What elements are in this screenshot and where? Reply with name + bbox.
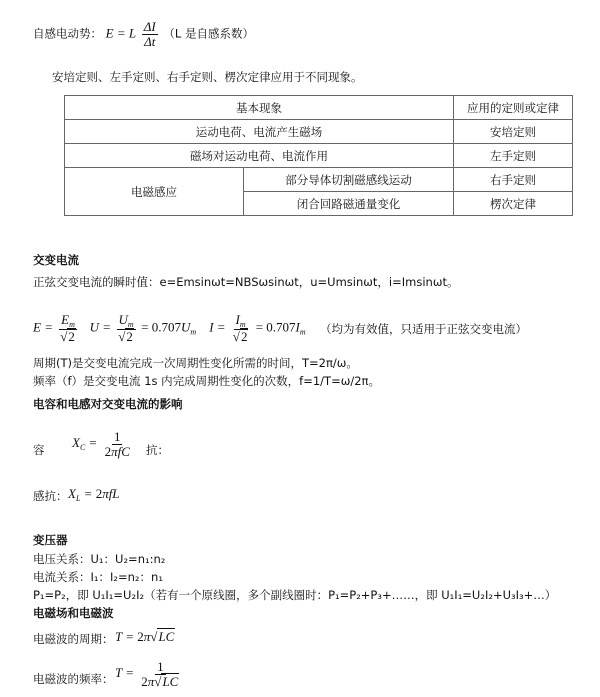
self-induction-label: 自感电动势： [33,26,102,41]
transformer-power: P₁=P₂，即 U₁I₁=U₂I₂（若有一个原线圈，多个副线圈时：P₁=P₂+P₃+……，即 U₁I₁=U₂I₂+U₃I₃+…） [33,588,557,602]
table-cell-phenomenon: 运动电荷、电流产生磁场 [65,120,454,144]
ac-frequency: 频率（f）是交变电流 1s 内完成周期性变化的次数，f=1/T=ω/2π。 [33,374,380,388]
self-induction-formula: E = L [105,25,137,41]
table-intro: 安培定则、左手定则、右手定则、楞次定律应用于不同现象。 [52,70,363,84]
em-wave-heading: 电磁场和电磁波 [33,606,114,620]
table-cell-rule: 右手定则 [453,168,572,192]
inductive-reactance-formula: $X_L = 2\pi fL$ [68,486,120,503]
em-wave-frequency-formula: T = $\frac{1}{2\pi√LC}$ [115,659,179,689]
table-row [65,168,573,192]
self-induction-fraction [142,20,158,48]
em-wave-period-formula: T = 2π√LC [115,629,175,644]
self-induction-note: （L 是自感系数） [163,26,254,41]
capacitive-reactance-formula: $X_C$ = $\frac{1}{\text{2πfC}}$ [72,429,130,459]
effective-values-note: （均为有效值，只适用于正弦交变电流） [320,322,527,336]
table-cell-phenomenon: 部分导体切割磁感线运动 [244,168,454,192]
fraction-denominator: Δt [144,33,156,49]
table-header-row [65,96,573,120]
table-cell-rule: 安培定则 [453,120,572,144]
table-cell-rule: 楞次定律 [453,192,572,216]
table-row [65,120,573,144]
capacitive-label-a: 容 [33,443,45,457]
ac-instant: 正弦交变电流的瞬时值：e=Emsinωt=NBSωsinωt，u=Umsinωt，i=Imsinωt。 [33,275,459,289]
ac-heading: 交变电流 [33,253,79,267]
inductive-label: 感抗： [33,489,68,503]
transformer-heading: 变压器 [33,533,68,547]
table-header-rule: 应用的定则或定律 [453,96,572,120]
transformer-current: 电流关系：I₁：I₂=n₂：n₁ [33,570,163,584]
em-wave-period-label: 电磁波的周期： [33,632,114,646]
table-cell-phenomenon: 闭合回路磁通量变化 [244,192,454,216]
self-induction-line [33,20,254,48]
table-cell-induction: 电磁感应 [65,168,244,216]
table-cell-phenomenon: 磁场对运动电荷、电流作用 [65,144,454,168]
effective-values-formula: E = $\frac{E_m}{√2}$ U = $\frac{U_m}{√2}$ = $0.707U_m$ I = $\frac{I_m}{√2}$ = $0.707I_m$ [33,312,306,345]
rules-table [64,95,573,216]
table-header-phenomenon: 基本现象 [65,96,454,120]
capacitive-label-b: 抗： [146,443,169,457]
ac-period: 周期(T)是交变电流完成一次周期性变化所需的时间，T=2π/ω。 [33,356,358,370]
cl-heading: 电容和电感对交变电流的影响 [33,397,183,411]
em-wave-frequency-label: 电磁波的频率： [33,672,114,686]
fraction-numerator: ΔI [143,19,156,34]
table-row [65,144,573,168]
transformer-voltage: 电压关系：U₁：U₂=n₁:n₂ [33,552,166,566]
table-cell-rule: 左手定则 [453,144,572,168]
